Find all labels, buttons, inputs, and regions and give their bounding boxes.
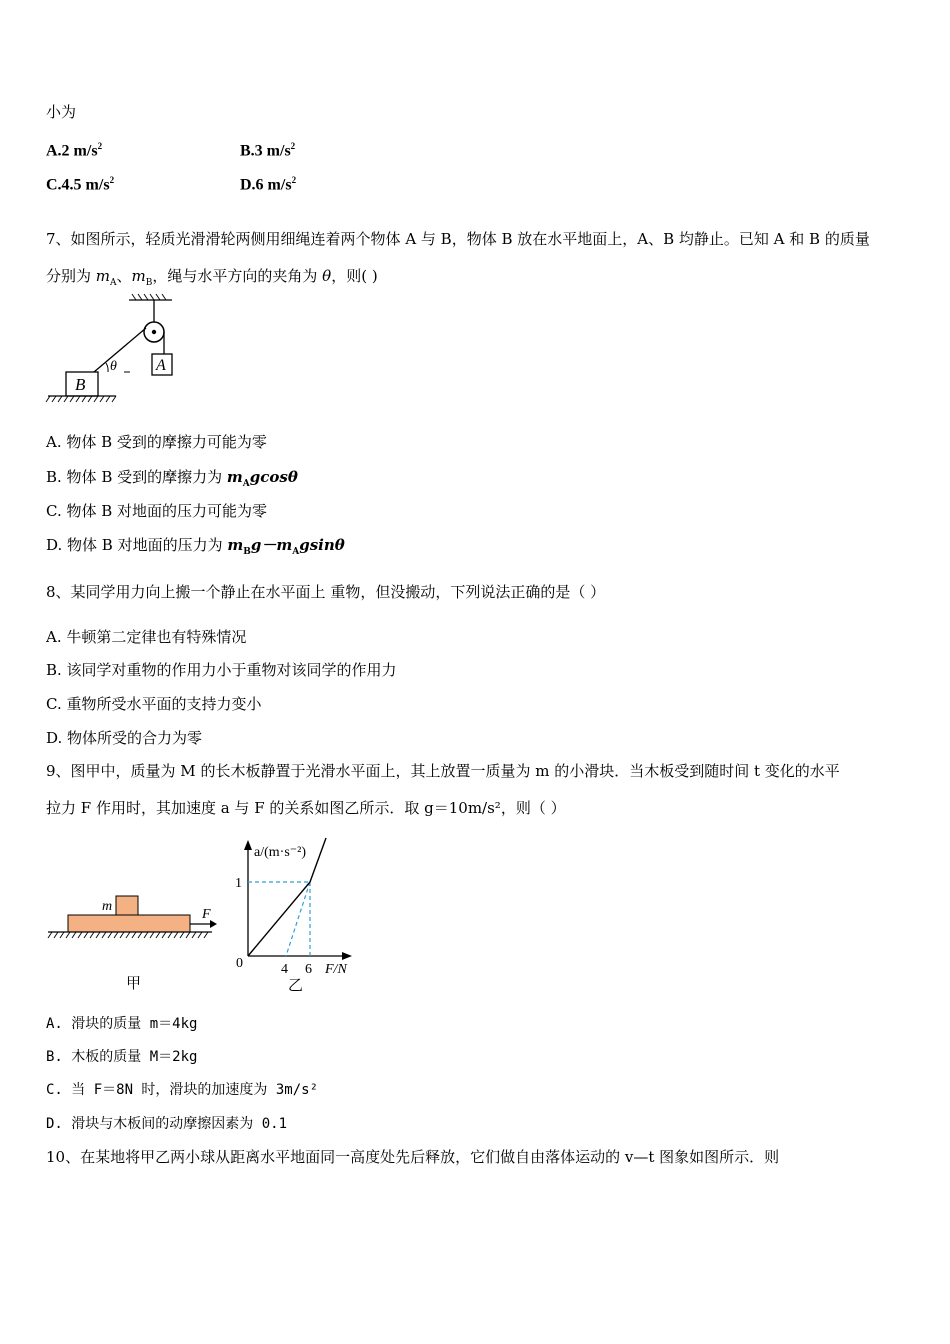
q9-stem-line2: 拉力 F 作用时，其加速度 a 与 F 的关系如图乙所示．取 g＝10m/s²，则（ ）: [46, 799, 566, 817]
label-a: A: [156, 357, 166, 374]
label-b: B: [75, 375, 86, 394]
q8-option-b: B. 该同学对重物的作用力小于重物对该同学的作用力: [46, 661, 397, 679]
q9-option-c: C. 当 F＝8N 时，滑块的加速度为 3m/s²: [46, 1082, 319, 1098]
q7-option-d: D. 物体 B 对地面的压力为 $m_Bg-m_Agsin\theta$: [46, 536, 345, 557]
label-theta: θ: [110, 359, 117, 374]
q7-pulley-figure: [44, 292, 184, 406]
label-f: F: [202, 907, 211, 922]
q7-stem-line1: 7、如图所示，轻质光滑滑轮两侧用细绳连着两个物体 A 与 B，物体 B 放在水平地面上，A、B 均静止。已知 A 和 B 的质量: [46, 230, 870, 248]
caption-jia: 甲: [126, 974, 142, 992]
q8-option-d: D. 物体所受的合力为零: [46, 729, 203, 747]
q8-option-a: A. 牛顿第二定律也有特殊情况: [46, 628, 247, 646]
caption-yi: 乙: [288, 976, 304, 994]
q6-option-a: A.2 $m/s^2$: [46, 141, 103, 160]
q8-stem: 8、某同学用力向上搬一个静止在水平面上 重物，但没搬动，下列说法正确的是（ ）: [46, 583, 606, 601]
q6-option-d: D.6 $m/s^2$: [240, 175, 297, 194]
q9-figure-yi: [228, 836, 368, 996]
q6-tail: 小为: [46, 103, 77, 121]
label-m: m: [102, 899, 113, 914]
origin-label: 0: [236, 956, 243, 971]
y-axis-label: a/(m·s⁻²): [254, 845, 307, 860]
q6-option-b: B.3 $m/s^2$: [240, 141, 296, 160]
q7-option-a: A. 物体 B 受到的摩擦力可能为零: [46, 433, 267, 451]
q9-stem-line1: 9、图甲中，质量为 M 的长木板静置于光滑水平面上，其上放置一质量为 m 的小滑块．当木板受到随时间 t 变化的水平: [46, 762, 840, 780]
q7-stem-line2: 分别为 $m_A$、$m_B$，绳与水平方向的夹角为 θ，则( ): [46, 267, 378, 288]
x-axis-label: F/N: [325, 962, 347, 977]
x-tick-6: 6: [305, 962, 312, 977]
q9-option-b: B. 木板的质量 M＝2kg: [46, 1049, 198, 1065]
q10-stem: 10、在某地将甲乙两小球从距离水平地面同一高度处先后释放，它们做自由落体运动的 v—t 图象如图所示．则: [46, 1148, 780, 1166]
q9-figure-jia: [44, 890, 224, 1000]
y-tick-1: 1: [235, 876, 242, 891]
q9-option-a: A. 滑块的质量 m＝4kg: [46, 1016, 198, 1032]
q7-option-c: C. 物体 B 对地面的压力可能为零: [46, 502, 268, 520]
x-tick-4: 4: [281, 962, 288, 977]
q7-option-b: B. 物体 B 受到的摩擦力为 $m_Agcos\theta$: [46, 468, 298, 489]
q6-option-c: C.4.5 $m/s^2$: [46, 175, 115, 194]
q8-option-c: C. 重物所受水平面的支持力变小: [46, 695, 262, 713]
q9-option-d: D. 滑块与木板间的动摩擦因素为 0.1: [46, 1116, 288, 1132]
